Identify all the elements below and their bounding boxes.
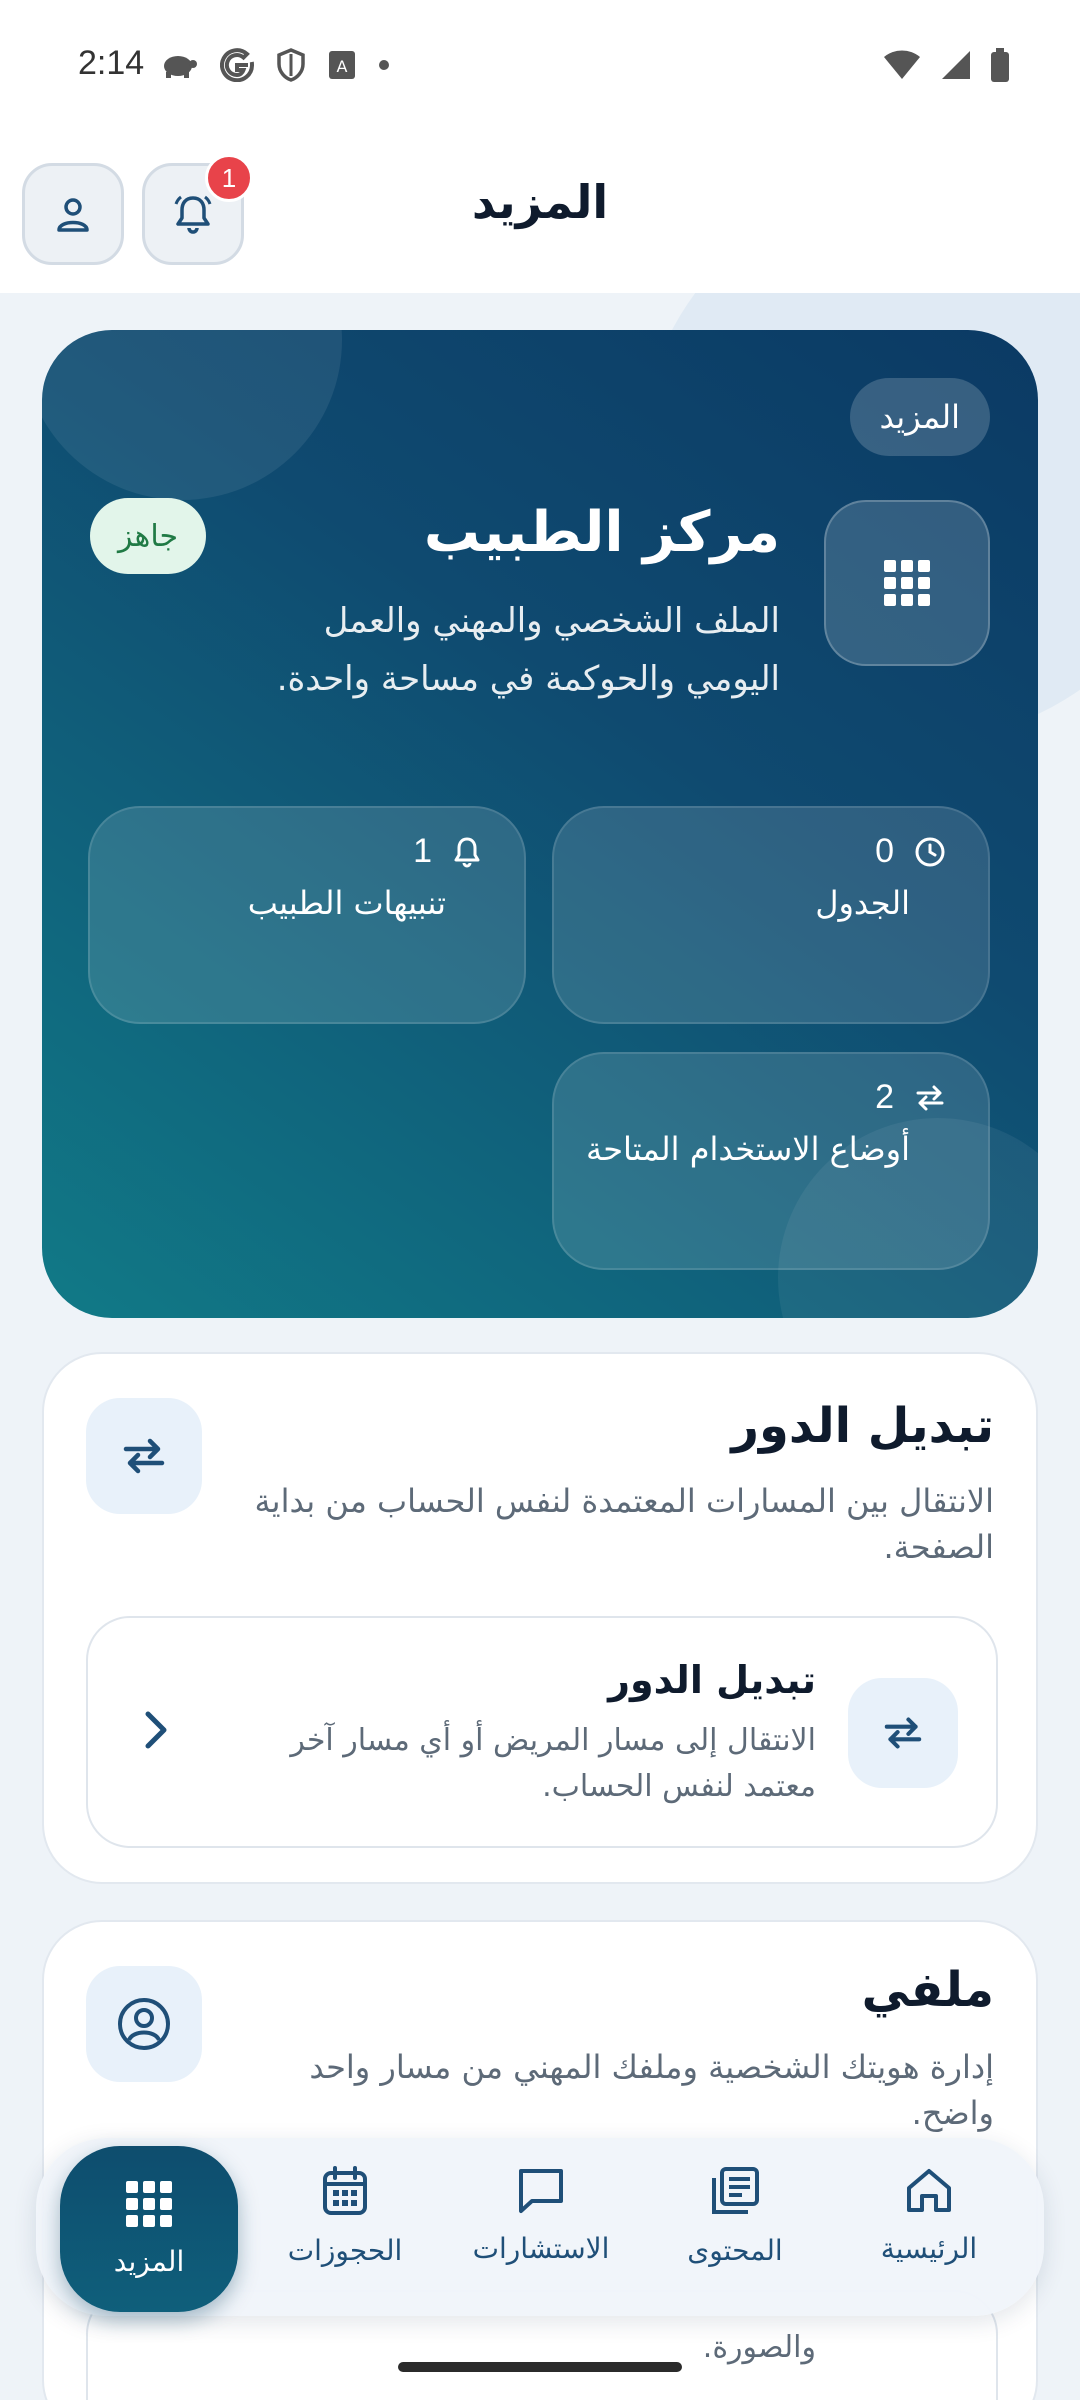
row-description: الانتقال إلى مسار المريض أو أي مسار آخر معتمد لنفس الحساب. xyxy=(290,1723,816,1804)
role-switch-row[interactable] xyxy=(86,1616,998,1848)
profile-button[interactable] xyxy=(22,163,124,265)
shield-icon xyxy=(276,48,306,82)
card-title: ملفي xyxy=(861,1962,994,2018)
grid-icon xyxy=(884,560,930,606)
role-switch-row-icon xyxy=(848,1678,958,1788)
person-icon xyxy=(53,194,93,234)
nav-item-content[interactable] xyxy=(650,2166,820,2296)
nav-label: الحجوزات xyxy=(287,2234,403,2267)
hero-title: مركز الطبيب xyxy=(423,500,780,565)
nav-item-consultations[interactable] xyxy=(456,2166,626,2296)
bell-ring-icon xyxy=(171,192,215,236)
doctor-center-hero xyxy=(42,330,1038,1318)
card-description: الانتقال بين المسارات المعتمدة لنفس الحساب من بداية الصفحة. xyxy=(254,1482,994,1566)
profile-card-icon xyxy=(86,1966,202,2082)
nav-item-more[interactable] xyxy=(60,2146,238,2312)
status-bar xyxy=(0,0,1080,135)
swap-icon xyxy=(120,1436,168,1476)
notifications-button[interactable] xyxy=(142,163,244,265)
content-icon xyxy=(710,2166,760,2216)
nav-item-bookings[interactable] xyxy=(260,2166,430,2296)
stat-label: تنبيهات الطبيب xyxy=(247,884,446,922)
stat-schedule[interactable] xyxy=(552,806,990,1024)
status-badge: جاهز xyxy=(90,498,206,574)
apps-tile xyxy=(824,500,990,666)
row-title: تبديل الدور xyxy=(608,1658,816,1702)
calendar-icon xyxy=(322,2166,368,2216)
bell-icon xyxy=(452,836,482,868)
nav-label: الاستشارات xyxy=(472,2232,610,2265)
decorative-circle xyxy=(42,330,342,500)
chat-icon xyxy=(516,2166,566,2214)
stat-label: الجدول xyxy=(815,884,910,922)
card-title: تبديل الدور xyxy=(731,1398,994,1454)
app-bar xyxy=(0,135,1080,293)
home-indicator[interactable] xyxy=(398,2362,682,2372)
status-time: 2:14 xyxy=(78,44,145,82)
swap-icon xyxy=(914,1084,946,1112)
google-icon xyxy=(220,48,254,82)
svg-text:A: A xyxy=(336,57,348,76)
account-circle-icon xyxy=(116,1996,172,2052)
notification-count-badge: 1 xyxy=(205,154,253,202)
stat-value: 2 xyxy=(875,1078,894,1116)
bottom-navigation xyxy=(36,2138,1044,2316)
stat-value: 0 xyxy=(875,832,894,870)
nav-label: المحتوى xyxy=(687,2234,783,2267)
home-icon xyxy=(904,2166,954,2214)
translate-icon xyxy=(328,50,356,80)
stat-doctor-alerts[interactable] xyxy=(88,806,526,1024)
battery-icon xyxy=(990,48,1010,82)
row-description-partial: والصورة. xyxy=(702,2330,816,2365)
page-title: المزيد xyxy=(471,175,609,229)
role-switch-card-icon xyxy=(86,1398,202,1514)
signal-icon xyxy=(940,49,972,81)
swap-icon xyxy=(881,1715,925,1751)
card-description: إدارة هويتك الشخصية وملفك المهني من مسار واحد واضح. xyxy=(309,2048,994,2132)
wifi-icon xyxy=(882,49,922,81)
chevron-right-icon xyxy=(144,1710,168,1750)
nav-item-home[interactable] xyxy=(844,2166,1014,2296)
stat-value: 1 xyxy=(413,832,432,870)
dot-icon xyxy=(378,59,390,71)
nav-label: المزيد xyxy=(113,2244,185,2278)
stat-label: أوضاع الاستخدام المتاحة xyxy=(586,1130,910,1168)
grid-icon xyxy=(126,2181,172,2227)
turtle-icon xyxy=(158,50,198,80)
section-pill: المزيد xyxy=(850,378,991,456)
role-switch-card xyxy=(42,1352,1038,1884)
nav-label: الرئيسية xyxy=(880,2232,978,2265)
stat-usage-modes[interactable] xyxy=(552,1052,990,1270)
clock-icon xyxy=(914,836,946,868)
hero-description: الملف الشخصي والمهني والعمل اليومي والحوكمة في مساحة واحدة. xyxy=(276,601,780,699)
